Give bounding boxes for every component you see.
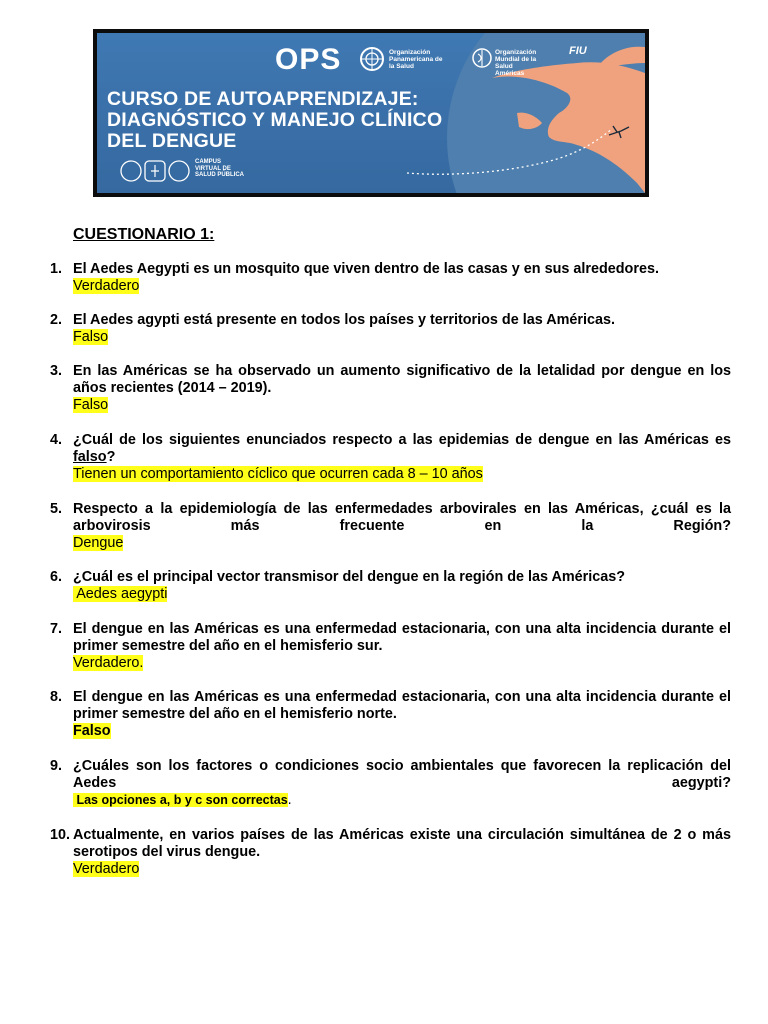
- who-emblem-icon: [471, 47, 493, 69]
- answer: Verdadero: [73, 861, 140, 877]
- question-text: Respecto a la epidemiología de las enfermedades arbovirales en las Américas, ¿cuál es la arbovirosis más frecuente en la Región?: [73, 501, 731, 534]
- question-8: [50, 689, 731, 740]
- campus-virtual-icon: [119, 157, 191, 185]
- question-number: 4.: [50, 432, 63, 448]
- answer: Aedes aegypti: [73, 586, 168, 602]
- question-number: 7.: [50, 621, 63, 637]
- answer: Falso: [73, 329, 109, 345]
- question-text: ¿Cuál es el principal vector transmisor del dengue en la región de las Américas?: [73, 569, 626, 585]
- question-text: El dengue en las Américas es una enfermedad estacionaria, con una alta incidencia durante el primer semestre del año en el hemisferio norte.: [73, 689, 731, 722]
- answer: Dengue: [73, 535, 124, 551]
- question-text: El dengue en las Américas es una enfermedad estacionaria, con una alta incidencia durante el primer semestre del año en el hemisferio sur.: [73, 621, 731, 654]
- question-number: 9.: [50, 758, 63, 774]
- question-2: [50, 312, 731, 346]
- banner-background: [97, 33, 645, 193]
- question-number: 6.: [50, 569, 63, 585]
- question-number: 1.: [50, 261, 63, 277]
- paho-name: Organización Panamericana de la Salud: [389, 49, 443, 70]
- question-text: En las Américas se ha observado un aumento significativo de la letalidad por dengue en los años recientes (2014 – 2019).: [73, 363, 731, 396]
- question-text: El Aedes Aegypti es un mosquito que viven dentro de las casas y en sus alrededores.: [73, 261, 659, 277]
- answer: Falso: [73, 723, 111, 739]
- question-10: [50, 827, 731, 878]
- answer: Falso: [73, 397, 109, 413]
- question-9: [50, 758, 731, 809]
- question-3: [50, 363, 731, 414]
- question-text: ¿Cuál de los siguientes enunciados respecto a las epidemias de dengue en las Américas es falso?: [73, 432, 731, 465]
- question-number: 8.: [50, 689, 63, 705]
- question-text: El Aedes agypti está presente en todos los países y territorios de las Américas.: [73, 312, 615, 328]
- ops-emblem-icon: [359, 46, 385, 72]
- who-name: Organización Mundial de la Salud Américas: [495, 49, 537, 77]
- campus-name: CAMPUS VIRTUAL DE SALUD PÚBLICA: [195, 159, 244, 178]
- answer: Verdadero: [73, 278, 140, 294]
- question-number: 2.: [50, 312, 63, 328]
- question-6: [50, 569, 731, 603]
- fiu-logo: FIU: [569, 45, 587, 57]
- course-banner: [93, 29, 649, 197]
- question-number: 10.: [50, 827, 71, 843]
- ops-logo: OPS: [275, 43, 342, 76]
- question-1: [50, 261, 731, 295]
- answer: Tienen un comportamiento cíclico que ocurren cada 8 – 10 años: [73, 466, 483, 482]
- question-4: [50, 432, 731, 483]
- question-text: ¿Cuáles son los factores o condiciones socio ambientales que favorecen la replicación del Aedes aegypti?: [73, 758, 731, 791]
- question-number: 5.: [50, 501, 63, 517]
- question-5: [50, 501, 731, 552]
- answer: Verdadero.: [73, 655, 144, 671]
- answer: Las opciones a, b y c son correctas.: [73, 792, 292, 808]
- quiz-title: CUESTIONARIO 1:: [73, 226, 215, 243]
- course-title: CURSO DE AUTOAPRENDIZAJE: DIAGNÓSTICO Y MANEJO CLÍNICO DEL DENGUE: [107, 88, 443, 152]
- question-7: [50, 621, 731, 672]
- mosquito-icon: [607, 125, 631, 139]
- question-number: 3.: [50, 363, 63, 379]
- question-text: Actualmente, en varios países de las Américas existe una circulación simultánea de 2 o más serotipos del virus dengue.: [73, 827, 731, 860]
